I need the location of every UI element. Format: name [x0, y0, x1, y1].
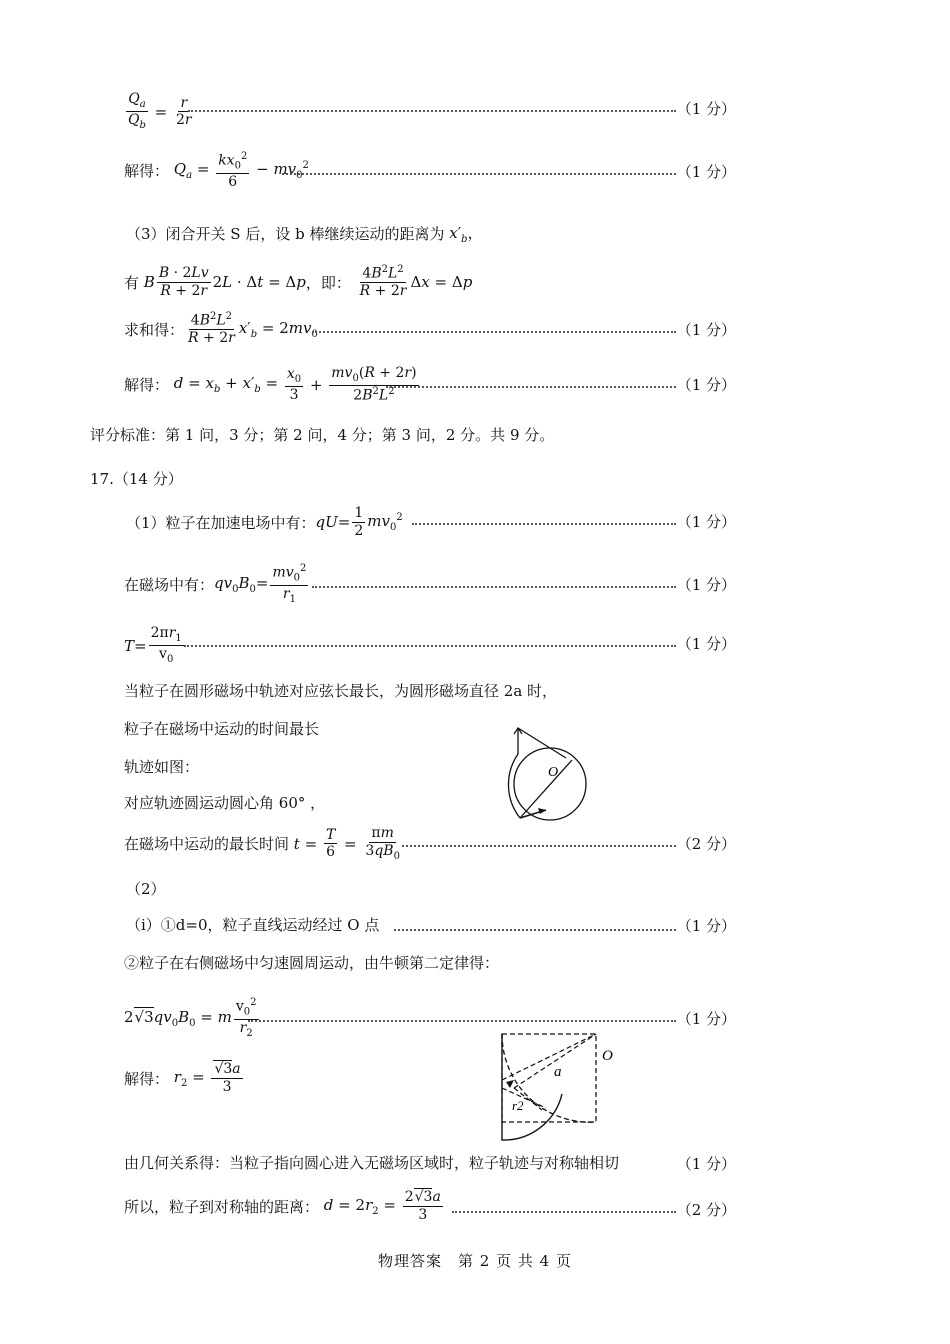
- part2-i: （i）①d=0，粒子直线运动经过 O 点: [126, 916, 380, 934]
- leader-dots: [402, 845, 676, 847]
- part2-label: （2）: [126, 880, 166, 898]
- label: 解得：: [124, 1069, 170, 1088]
- text-line: 对应轨迹圆运动圆心角 60° ，: [124, 794, 326, 812]
- leader-dots: [312, 331, 676, 333]
- leader-dots: [312, 586, 676, 588]
- geometry-relation: 由几何关系得：当粒子指向圆心进入无磁场区域时，粒子轨迹与对称轴相切: [124, 1154, 620, 1172]
- text-line: ②粒子在右侧磁场中匀速圆周运动，由牛顿第二定律得：: [124, 954, 500, 972]
- text: 在磁场中有：: [124, 576, 215, 595]
- text: 所以，粒子到对称轴的距离：: [124, 1197, 320, 1216]
- solution-qa: 解得： $Q_a$ = $\frac{kx_0^2}{6}$ − $mv_0^2$: [124, 151, 309, 190]
- score: （2 分）: [676, 1201, 736, 1219]
- leader-dots: [412, 523, 676, 525]
- score: （1 分）: [676, 376, 736, 394]
- period-eq: T= $\frac{2\pi r_1}{v_0}$: [124, 625, 182, 666]
- leader-dots: [188, 110, 676, 112]
- text-line: 当粒子在圆形磁场中轨迹对应弦长最长，为圆形磁场直径 2a 时，: [124, 682, 558, 700]
- score: （1 分）: [676, 635, 736, 653]
- trajectory-diagram-1: [500, 724, 600, 824]
- score: （1 分）: [676, 1010, 736, 1028]
- leader-dots: [184, 645, 676, 647]
- leader-dots: [282, 173, 676, 175]
- sum-eq: 求和得： $\frac{4B^2L^2}{R + 2r}$ $x'_b = 2mv_0$: [124, 311, 318, 347]
- score: （1 分）: [676, 1155, 736, 1173]
- score: （2 分）: [676, 835, 736, 853]
- radius-a-label: a: [554, 1064, 562, 1080]
- momentum-eq: 有 B $\frac{B \cdot 2Lv}{R + 2r}$ 2L · Δt = Δp ，即： $\frac{4B^2L^2}{R + 2r}$ Δx = Δp: [124, 264, 473, 300]
- distance-to-axis: 所以，粒子到对称轴的距离： $d = 2r_2$ = $\frac{2√3a}{3}$: [124, 1189, 441, 1223]
- formula-qa-qb: $\frac{Q_a}{Q_b}$ = $\frac{r}{2r}$: [128, 91, 192, 132]
- part3-intro: （3）闭合开关 S 后，设 b 棒继续运动的距离为 $x'_b$，: [126, 224, 483, 245]
- accel-field-eq: （1）粒子在加速电场中有： qU= $\frac{1}{2}$ $mv_0^2$: [126, 505, 403, 539]
- score: （1 分）: [676, 321, 736, 339]
- score: （1 分）: [676, 576, 736, 594]
- text: 在磁场中运动的最长时间: [124, 835, 290, 854]
- trajectory-diagram-2: [492, 1030, 632, 1146]
- radius-r2-label: r2: [512, 1098, 524, 1113]
- point-o-label: O: [548, 765, 559, 780]
- r2-solution: 解得： $r_2$ = $\frac{√3a}{3}$: [124, 1061, 241, 1095]
- text: （1）粒子在加速电场中有：: [126, 513, 316, 532]
- score: （1 分）: [676, 513, 736, 531]
- question-17-header: 17.（14 分）: [90, 470, 183, 488]
- text: ，即：: [305, 273, 351, 292]
- leader-dots: [386, 386, 676, 388]
- text: （3）闭合开关 S 后，设 b 棒继续运动的距离为: [126, 225, 445, 243]
- leader-dots: [248, 1020, 676, 1022]
- newton-eq: $2√3qv_0B_0 = m$ $\frac{v_0^2}{r_2}$: [124, 997, 257, 1039]
- score: （1 分）: [676, 100, 736, 118]
- distance-d: 解得： $d = x_b + x'_b$ = $\frac{x_0}{3}$ + $\frac{mv_0(R + 2r)}{2B^2L^2}$: [124, 365, 417, 404]
- label: 解得：: [124, 162, 170, 181]
- leader-dots: [452, 1211, 676, 1213]
- text: 有: [124, 273, 140, 292]
- point-o-label: O: [602, 1048, 613, 1064]
- page-footer: 物理答案 第 2 页 共 4 页: [378, 1252, 572, 1270]
- text-line: 粒子在磁场中运动的时间最长: [124, 720, 320, 738]
- max-time-eq: 在磁场中运动的最长时间 t = $\frac{T}{6}$ = $\frac{\pi m}{3qB_0}$: [124, 825, 400, 862]
- magnetic-field-eq: 在磁场中有： $qv_0B_0=$ $\frac{mv_0^2}{r_1}$: [124, 563, 307, 605]
- leader-dots: [394, 929, 676, 931]
- score: （1 分）: [676, 917, 736, 935]
- text-line: 轨迹如图：: [124, 758, 200, 776]
- label: 求和得：: [124, 320, 185, 339]
- label: 解得：: [124, 376, 170, 395]
- grading-criteria: 评分标准：第 1 问，3 分；第 2 问，4 分；第 3 问，2 分。共 9 分。: [90, 426, 555, 444]
- score: （1 分）: [676, 163, 736, 181]
